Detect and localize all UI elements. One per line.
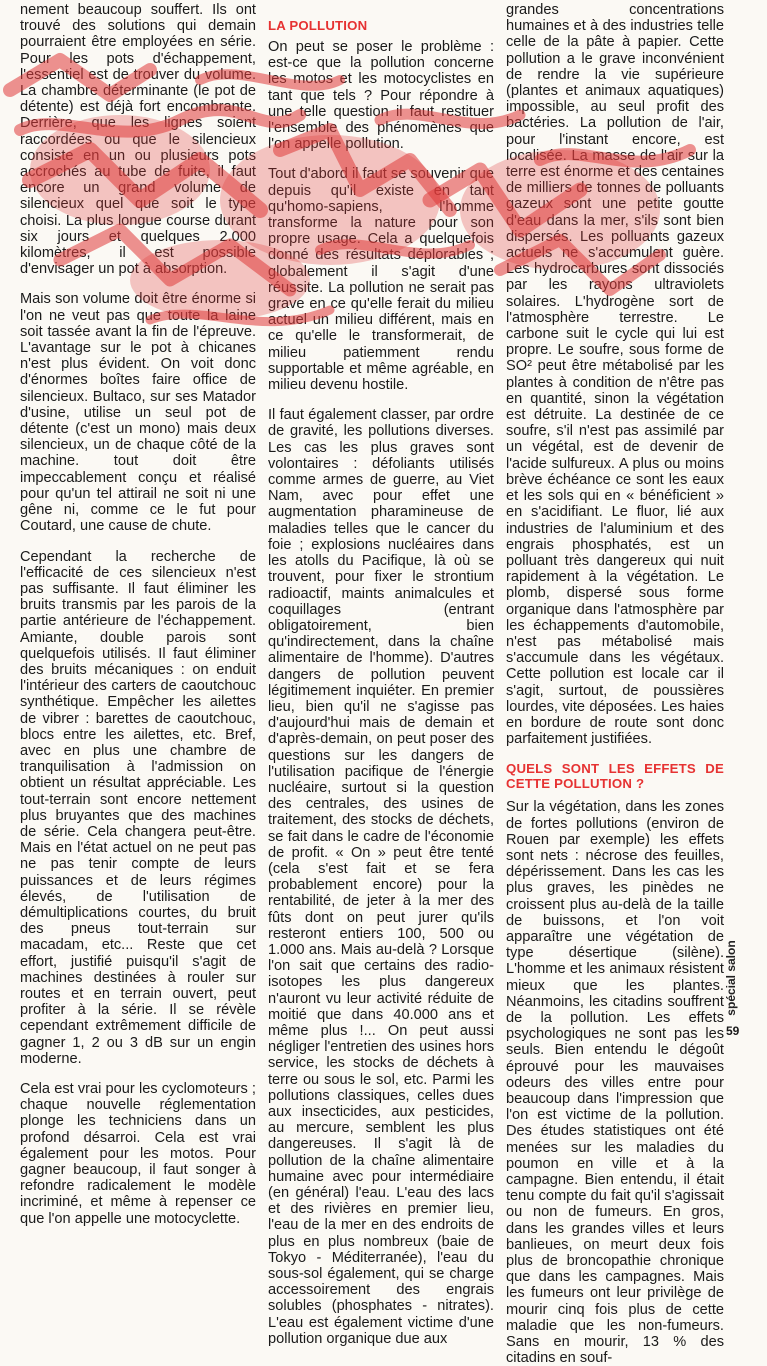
- paragraph: On peut se poser le problème : est-ce que la pollution concerne les motos et les motocyclistes en tant que tels ? Pour répondre à une telle question il faut restituer l'ensemble des phénomènes que l'on appelle pollution.: [268, 39, 494, 153]
- column-left: [20, 2, 256, 1227]
- paragraph: Mais son volume doit être énorme si l'on ne veut pas que toute la laine soit tassée avant la fin de l'épreuve. L'avantage sur le pot à chicanes n'est plus évident. On voit donc d'énormes boîtes faire office de silencieux. Bultaco, sur ses Matador d'usine, utilise un seul pot de détente (c'est un mono) mais deux silencieux, un de chaque côté de la machine. tout doit être impeccablement conçu et réalisé pour qu'un tel attirail ne soit ni une gêne ni, comme ce le fut pour Coutard, une cause de chute.: [20, 291, 256, 535]
- column-middle: [268, 18, 494, 1347]
- column-right: [506, 2, 724, 1366]
- section-heading-pollution: LA POLLUTION: [268, 18, 368, 33]
- page-number: 59: [726, 1024, 740, 1038]
- paragraph: Cela est vrai pour les cyclomoteurs ; chaque nouvelle réglementation plonge les techniciens dans un profond désarroi. Cela est vrai également pour les motos. Pour gagner beaucoup, il faut songer à refondre radicalement le modèle incriminé, et même à repenser ce que l'on appelle une motocyclette.: [20, 1081, 256, 1227]
- side-label: [724, 938, 738, 1018]
- paragraph: Tout d'abord il faut se souvenir que depuis qu'il existe en tant qu'homo-sapiens, l'homme transforme la nature pour son propre usage. Cela a quelquefois donné des résultats déplorables ; globalement il s'agit d'une réussite. La pollution ne serait pas grave en ce qu'elle ferait du milieu actuel un milieu différent, mais en ce qu'elle le transformerait, de milieu patiemment rendu supportable et même agréable, en milieu devenu hostile.: [268, 166, 494, 394]
- paragraph: Il faut également classer, par ordre de gravité, les pollutions diverses. Les cas les plus graves sont volontaires : défoliants utilisés comme armes de guerre, au Viet Nam, avec pour effet une augmentation pharamineuse de maladies telles que le cancer du foie ; explosions nucléaires dans les atolls du Pacifique, là où se trouvent, pour fixer le strontium radioactif, maints animalcules et coquillages (entrant obligatoirement, bien qu'indirectement, dans la chaîne alimentaire de l'homme). D'autres dangers de pollution peuvent légitimement inquiéter. En premier lieu, bien qu'il ne s'agisse pas d'aujourd'hui mais de demain et d'après-demain, on peut poser des questions sur les dangers de l'utilisation pacifique de l'énergie nucléaire, surtout si la question des centrales, des usines de traitement, des stocks de déchets, se fait dans le cadre de l'économie de profit. « On » peut être tenté (cela s'est fait et se fera probablement encore) pour la rentabilité, de jeter à la mer des fûts dont on peut jurer qu'ils resteront entiers 100, 500 ou 1.000 ans. Mais au-delà ? Lorsque l'on sait que certains des radio-isotopes les plus dangereux n'auront vu leur activité réduite de moitié que dans 40.000 ans et même plus !... On peut aussi négliger l'entretien des usines hors service, les stocks de déchets à terre ou sous le sol, etc. Parmi les pollutions classiques, celles dues aux insecticides, aux pesticides, au mercure, semblent les plus dangereuses. Il s'agit là de pollution de la chaîne alimentaire humaine avec pour intermédiaire (en général) l'eau. L'eau des lacs et des rivières en premier lieu, l'eau de la mer en des endroits de plus en plus nombreux (baie de Tokyo - Méditerranée), l'eau du sous-sol également, qui se charge accessoirement des engrais solubles (phosphates - nitrates). L'eau est également victime d'une pollution organique due aux: [268, 407, 494, 1347]
- paragraph: Cependant la recherche de l'efficacité de ces silencieux n'est pas suffisante. Il faut éliminer les bruits transmis par les parois de la partie antérieure de l'échappement. Amiante, double parois sont quelquefois utilisés. Il faut éliminer des bruits mécaniques : on enduit l'intérieur des carters de caoutchouc synthétique. Empêcher les ailettes de vibrer : barettes de caoutchouc, blocs entre les ailettes, etc. Bref, avec en plus une chambre de tranquilisation à l'admission on obtient un résultat appréciable. Les tout-terrain sont encore nettement plus bruyantes que des machines de série. Cela changera peut-être. Mais en l'état actuel on ne peut pas ne pas tenir compte de leurs puissances et de leurs régimes élevés, de l'utilisation de démultiplications courtes, du bruit des pneus tout-terrain sur macadam, etc... Reste que cet effort, justifié puisqu'il s'agit de machines destinées à rouler sur routes et en terrain ouvert, peut profiter à la série. Il se révèle cependant extrêmement difficile de gagner 1, 2 ou 3 dB sur un engin moderne.: [20, 548, 256, 1067]
- paragraph: Sur la végétation, dans les zones de fortes pollutions (environ de Rouen par exemple) les effets sont nets : nécrose des feuilles, dépérissement. Dans les cas les plus graves, les pinèdes ne croissent plus au-delà de la taille de buissons, et l'on voit apparaître une végétation de type désertique (silène). L'homme et les animaux résistent mieux que les plantes. Néanmoins, les citadins souffrent de la pollution. Les effets psychologiques ne sont pas les seuls. Bien entendu le dégoût éprouvé pour les mauvaises odeurs des villes entre pour beaucoup dans l'impression que l'on est victime de la pollution. Des études statistiques ont été menées sur les maladies du poumon en ville et à la campagne. Bien entendu, il était tenu compte du fait qu'il s'agissait ou non de fumeurs. En gros, dans les grandes villes et leurs banlieues, on meurt deux fois plus de broncopathie chronique que dans les campagnes. Mais les fumeurs ont leur privilège de mourir cinq fois plus de cette maladie que les non-fumeurs. Sans en mourir, 13 % des citadins en souf-: [506, 799, 724, 1366]
- paragraph: grandes concentrations humaines et à des industries telle celle de la pâte à papier. Cette pollution a le grave inconvénient de rendre la vie supérieure (plantes et animaux aquatiques) impossible, au seul profit des bactéries. La pollution de l'air, pour l'instant encore, est localisée. La masse de l'air sur la terre est énorme et des centaines de milliers de tonnes de polluants gazeux sont une petite goutte d'eau dans la mer, s'ils sont bien dispersés. Les polluants gazeux actuels ne s'accumulent guère. Les hydrocarbures sont dissociés par les rayons ultraviolets solaires. L'hydrogène sort de l'atmosphère terrestre. Le carbone suit le cycle qui lui est propre. Le soufre, sous forme de SO² peut être métabolisé par les plantes à condition de n'être pas en quantité, sinon la végétation est détruite. La destinée de ce soufre, s'il n'est pas assimilé par un végétal, est de devenir de l'acide sulfureux. A plus ou moins brève échéance ce sont les eaux et les sols qui en « bénéficient » en s'acidifiant. Le fluor, lié aux industries de l'aluminium et des engrais phosphatés, est un polluant très dangereux qui nuit rapidement à la végétation. Le plomb, dispersé sous forme organique dans l'atmosphère par les échappements d'automobile, n'est pas métabolisé mais s'accumule dans les végétaux. Cette pollution est locale car il s'agit, surtout, de poussières lourdes, vite déposées. Les haies en bordure de route sont donc parfaitement justifiées.: [506, 2, 724, 748]
- section-heading-effects: QUELS SONT LES EFFETS DE CETTE POLLUTION ?: [506, 761, 724, 792]
- side-label-text: spécial salon: [724, 940, 738, 1016]
- paragraph: nement beaucoup souffert. Ils ont trouvé des solutions qui demain pourraient être employées en série. Pour les pots d'échappement, l'essentiel est de trouver du volume. La chambre déterminante (le pot de détente) est déjà fort encombrante. Derrière, que les lignes soient raccordées ou que le silencieux consiste en un ou plusieurs pots accrochés au tube de fuite, il faut encore un grand volume de silencieux quel que soit le type choisi. La plus longue course durant six jours et quelques 2.000 kilomètres, il est possible d'envisager un pot à absorption.: [20, 2, 256, 278]
